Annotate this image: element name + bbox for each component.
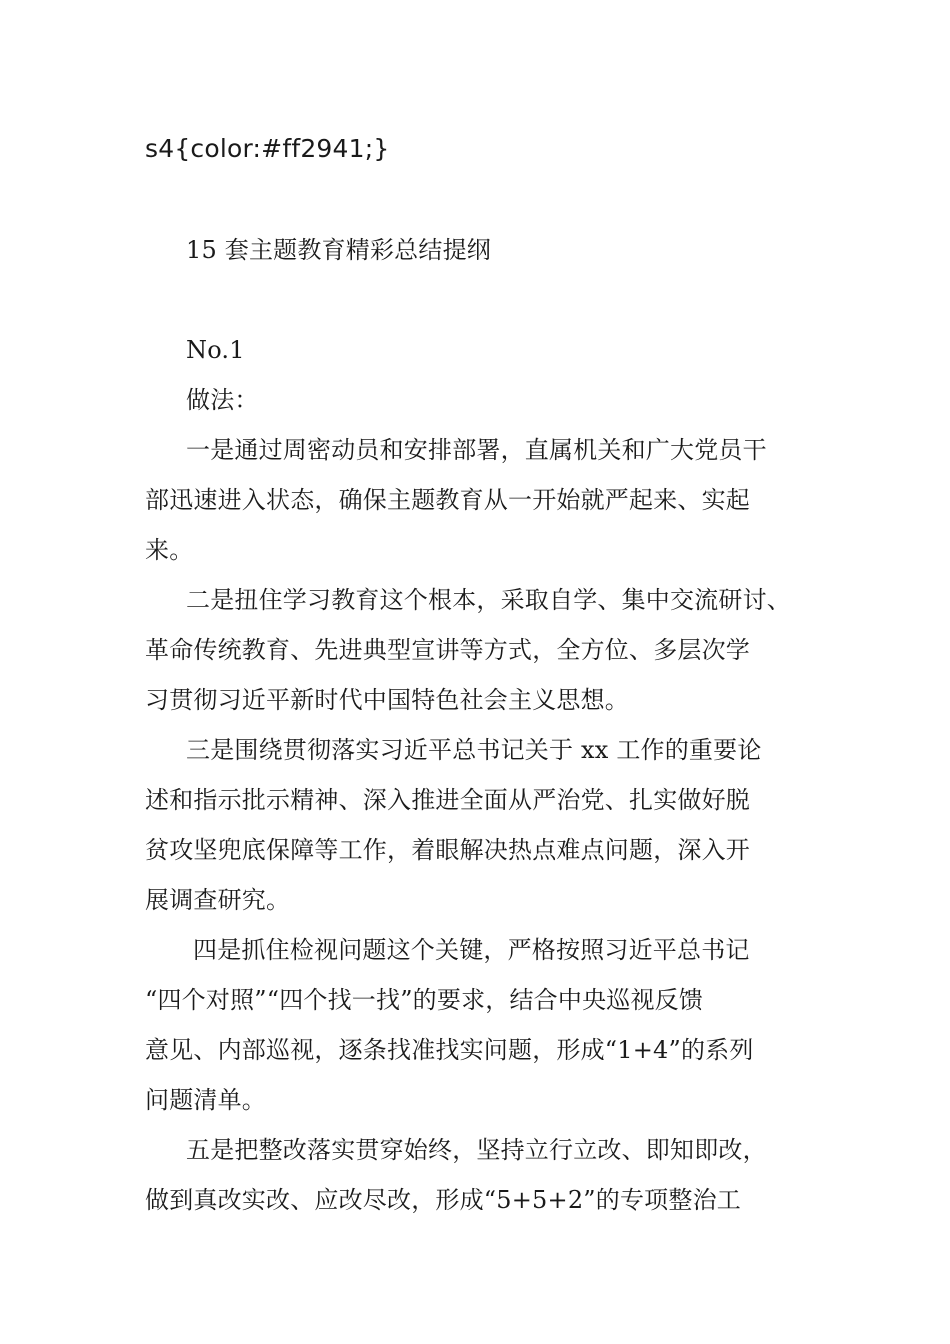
paragraph-4-line-3: 意见、内部巡视，逐条找准找实问题，形成“1+4”的系列	[145, 1036, 754, 1064]
css-fragment-text: s4{color:#ff2941;}	[145, 134, 390, 163]
paragraph-3-line-4: 展调查研究。	[145, 886, 291, 914]
paragraph-3-line-3: 贫攻坚兜底保障等工作，着眼解决热点难点问题，深入开	[145, 836, 750, 864]
paragraph-2-line-2: 革命传统教育、先进典型宣讲等方式，全方位、多层次学	[145, 636, 750, 664]
paragraph-2-line-1: 二是扭住学习教育这个根本，采取自学、集中交流研讨、	[186, 586, 791, 614]
paragraph-2-line-3: 习贯彻习近平新时代中国特色社会主义思想。	[145, 686, 629, 714]
paragraph-5-line-2: 做到真改实改、应改尽改，形成“5+5+2”的专项整治工	[145, 1186, 741, 1214]
document-title: 15 套主题教育精彩总结提纲	[186, 236, 491, 264]
paragraph-4-line-2: “四个对照”“四个找一找”的要求，结合中央巡视反馈	[145, 986, 704, 1014]
paragraph-5-line-1: 五是把整改落实贯穿始终，坚持立行立改、即知即改，	[186, 1136, 767, 1164]
section-number: No.1	[186, 336, 245, 364]
paragraph-1-line-2: 部迅速进入状态，确保主题教育从一开始就严起来、实起	[145, 486, 750, 514]
paragraph-1-line-3: 来。	[145, 536, 194, 564]
paragraph-4-line-1: 四是抓住检视问题这个关键，严格按照习近平总书记	[193, 936, 750, 964]
paragraph-3-line-1: 三是围绕贯彻落实习近平总书记关于 xx 工作的重要论	[186, 736, 762, 764]
paragraph-3-line-2: 述和指示批示精神、深入推进全面从严治党、扎实做好脱	[145, 786, 750, 814]
paragraph-1-line-1: 一是通过周密动员和安排部署，直属机关和广大党员干	[186, 436, 767, 464]
section-heading: 做法：	[186, 386, 259, 414]
paragraph-4-line-4: 问题清单。	[145, 1086, 266, 1114]
